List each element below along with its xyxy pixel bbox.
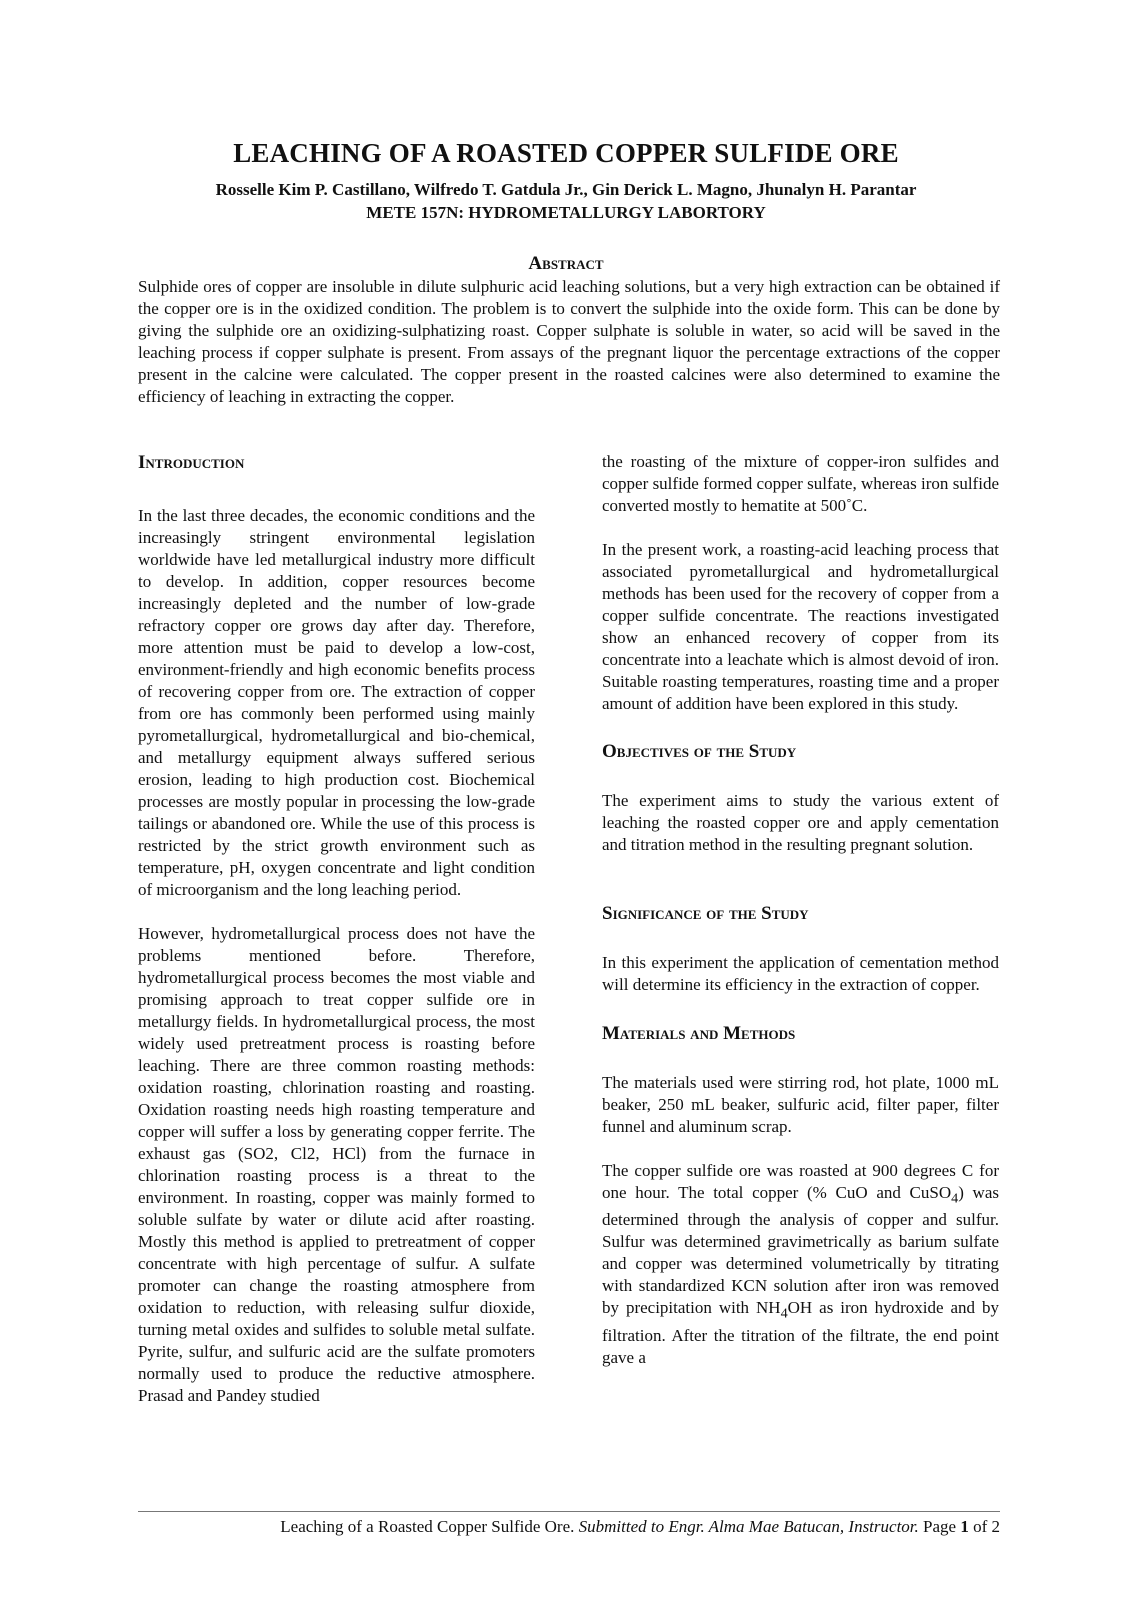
introduction-heading: Introduction — [138, 452, 245, 473]
right-column — [602, 451, 999, 1369]
subscript-4-nh4: 4 — [780, 1305, 788, 1322]
introduction-paragraph-4: In the present work, a roasting-acid leaching process that associated pyrometallurgical and hydrometallurgical methods has been used for the recovery of copper from a copper sulfide concentrate. The reactions investigated show an enhanced recovery of copper from its concentrate into a leachate which is almost devoid of iron. Suitable roasting temperatures, roasting time and a proper amount of addition have been explored in this study. — [602, 540, 999, 713]
significance-text: In this experiment the application of cementation method will determine its efficiency in the extraction of copper. — [602, 953, 999, 994]
author-list: Rosselle Kim P. Castillano, Wilfredo T. Gatdula Jr., Gin Derick L. Magno, Jhunalyn H. Parantar — [215, 180, 917, 199]
footer-divider — [138, 1511, 1000, 1512]
introduction-paragraph-1: In the last three decades, the economic conditions and the increasingly stringent environmental legislation worldwide have led metallurgical industry more difficult to develop. In addition, copper resources become increasingly depleted and the number of low-grade refractory copper ore grows day after day. Therefore, more attention must be paid to develop a low-cost, environment-friendly and high economic benefits process of recovering copper from ore. The extraction of copper from ore has commonly been performed using mainly pyrometallurgical, hydrometallurgical and bio-chemical, and metallurgy equipment always suffered serious erosion, leading to high production cost. Biochemical processes are mostly popular in processing the low-grade tailings or abandoned ore. While the use of this process is restricted by the strict growth environment such as temperature, pH, oxygen concentrate and light condition of microorganism and the long leaching period. — [138, 506, 535, 899]
introduction-paragraph-2: However, hydrometallurgical process does not have the problems mentioned before. Therefore, hydrometallurgical process becomes the most viable and promising approach to treat copper sulfide ore in metallurgy fields. In hydrometallurgical process, the most widely used pretreatment process is roasting before leaching. There are three common roasting methods: oxidation roasting, chlorination roasting and roasting. Oxidation roasting needs high roasting temperature and copper will suffer a loss by generating copper ferrite. The exhaust gas (SO2, Cl2, HCl) from the furnace in chlorination roasting process is a threat to the environment. In roasting, copper was mainly formed to soluble sulfate by water or dilute acid after roasting. Mostly this method is applied to pretreatment of copper concentrate with high percentage of sulfur. A sulfate promoter can change the roasting atmosphere from oxidation to reduction, with releasing sulfur dioxide, turning metal oxides and sulfides to soluble metal sulfate. Pyrite, sulfur, and sulfuric acid are the sulfate promoters normally used to produce the reductive atmosphere. Prasad and Pandey studied — [138, 924, 535, 1405]
objectives-heading: Objectives of the Study — [602, 741, 797, 762]
subscript-4: 4 — [951, 1190, 959, 1207]
abstract-heading: Abstract — [528, 253, 604, 274]
footer-submitted: Submitted to Engr. Alma Mae Batucan, Instructor. — [578, 1517, 919, 1536]
left-column — [138, 452, 535, 1407]
footer-title: Leaching of a Roasted Copper Sulfide Ore. — [280, 1517, 575, 1536]
materials-p2-part-a: The copper sulfide ore was roasted at 900 degrees C for one hour. The total copper (% CuO and CuSO — [602, 1161, 999, 1202]
significance-heading: Significance of the Study — [602, 903, 809, 924]
paper-title: LEACHING OF A ROASTED COPPER SULFIDE ORE — [233, 138, 899, 168]
footer-page-number: 1 — [960, 1517, 969, 1536]
footer-page-total: of 2 — [973, 1517, 1000, 1536]
materials-heading: Materials and Methods — [602, 1023, 796, 1044]
abstract-text: Sulphide ores of copper are insoluble in dilute sulphuric acid leaching solutions, but a very high extraction can be obtained if the copper ore is in the oxidized condition. The problem is to convert the sulphide into the oxide form. This can be done by giving the sulphide ore an oxidizing-sulphatizing roast. Copper sulphate is soluble in water, so acid will be saved in the leaching process if copper sulphate is present. From assays of the pregnant liquor the percentage extractions of the copper present in the calcine were calculated. The copper present in the roasted calcines were also determined to examine the efficiency of leaching in extracting the copper. — [138, 277, 1000, 406]
materials-p2-part-c: OH as iron hydroxide and by filtration. After the titration of the filtrate, the end point gave a — [602, 1298, 999, 1367]
materials-paragraph-2 — [602, 1160, 999, 1369]
materials-p2-part-b: ) was determined through the analysis of copper and sulfur. Sulfur was determined gravimetrically as barium sulfate and copper was determined volumetrically by titrating with standardized KCN solution after iron was removed by precipitation with NH — [602, 1183, 999, 1318]
introduction-paragraph-3: the roasting of the mixture of copper-iron sulfides and copper sulfide formed copper sulfate, whereas iron sulfide converted mostly to hematite at 500˚C. — [602, 452, 999, 515]
materials-paragraph-1: The materials used were stirring rod, hot plate, 1000 mL beaker, 250 mL beaker, sulfuric acid, filter paper, filter funnel and aluminum scrap. — [602, 1073, 999, 1136]
course-line: METE 157N: HYDROMETALLURGY LABORTORY — [366, 203, 766, 222]
footer-page-word: Page — [923, 1517, 957, 1536]
page-footer — [0, 1517, 1000, 1537]
objectives-text: The experiment aims to study the various extent of leaching the roasted copper ore and apply cementation and titration method in the resulting pregnant solution. — [602, 791, 999, 854]
